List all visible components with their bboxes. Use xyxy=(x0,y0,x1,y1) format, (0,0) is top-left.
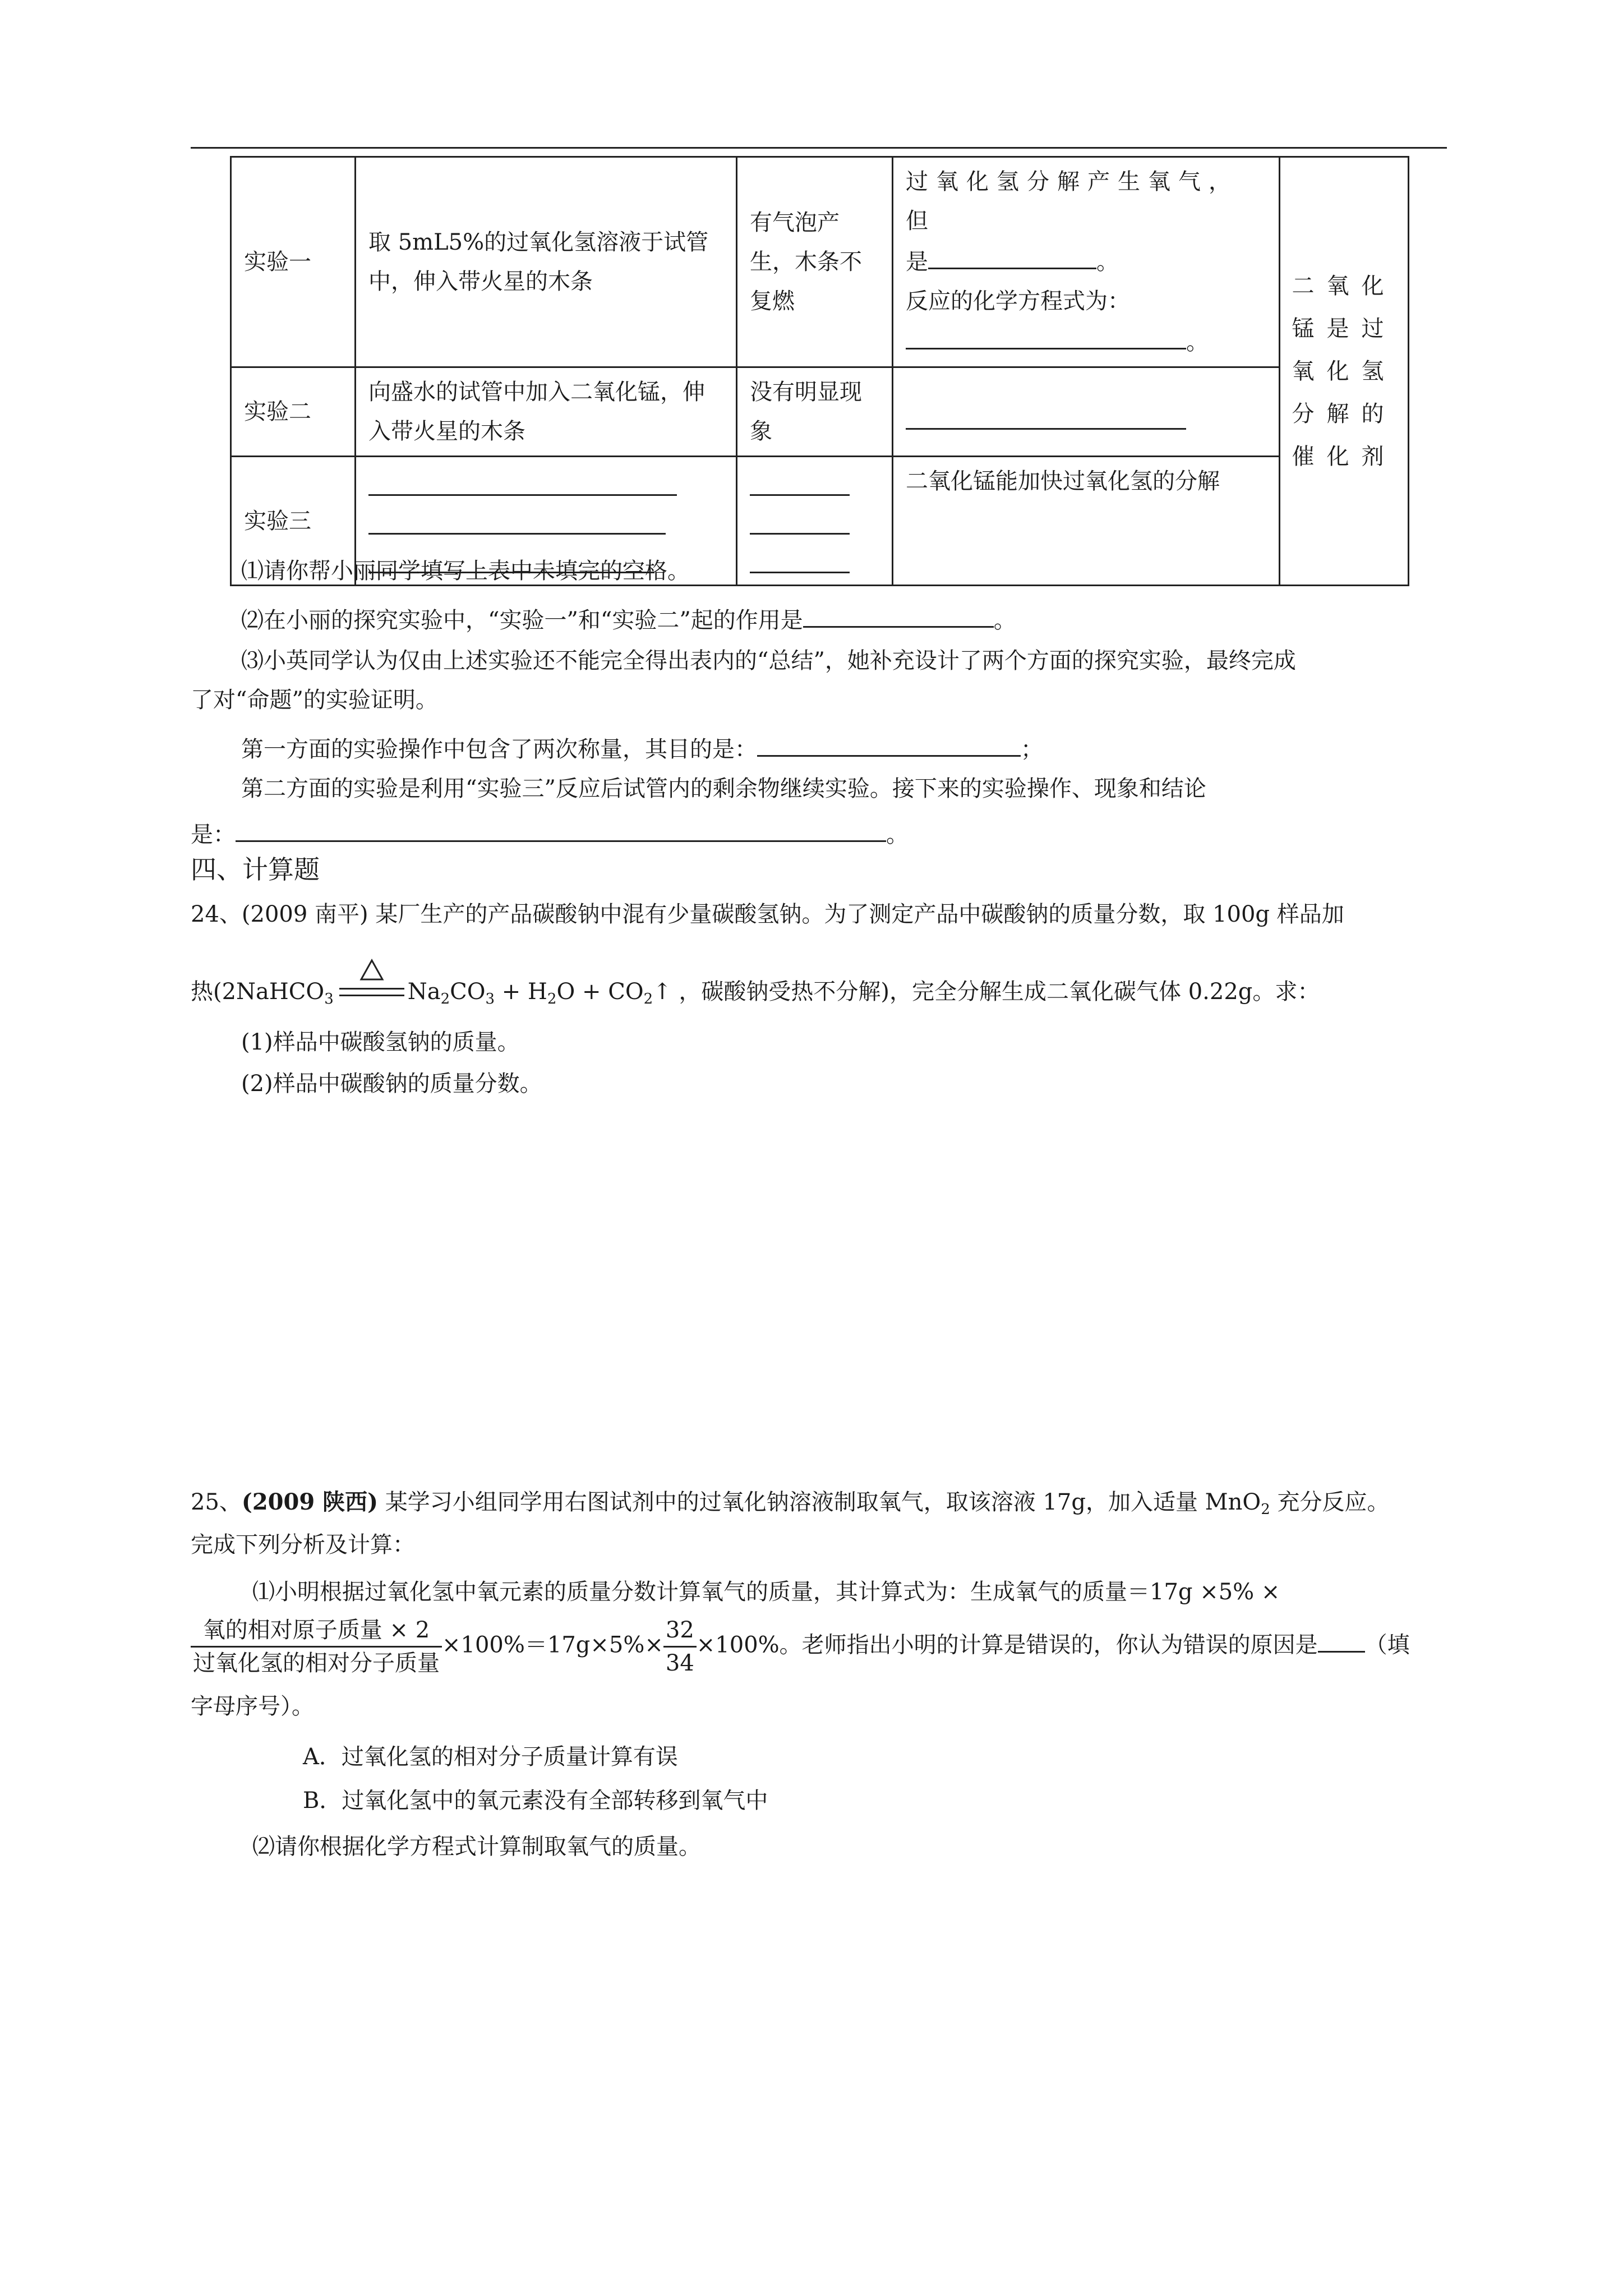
fraction-1-numerator: 氧的相对原子质量 × 2 xyxy=(191,1614,442,1648)
exp1-conclusion-line1: 过氧化氢分解产生氧气，但 xyxy=(906,169,1239,234)
q25-after-blank: （填 xyxy=(1364,1632,1410,1658)
q24-suffix: ↑ ，碳酸钠受热不分解)，完全分解生成二氧化碳气体 0.22g。求： xyxy=(653,979,1320,1005)
exp2-conclusion-blank[interactable] xyxy=(906,395,1186,430)
exp1-period-1: 。 xyxy=(1096,249,1119,275)
q25-option-b: B．过氧化氢中的氧元素没有全部转移到氧气中 xyxy=(303,1788,768,1814)
fraction-2 xyxy=(663,1614,697,1679)
q24-na: Na xyxy=(407,979,441,1005)
exp3-operation-blank-1[interactable] xyxy=(368,462,677,496)
exp3-name: 实验三 xyxy=(231,457,356,586)
q25-mno2-sub: 2 xyxy=(1261,1501,1270,1518)
exp3-conclusion: 二氧化锰能加快过氧化氢的分解 xyxy=(893,457,1280,586)
q3-first-blank[interactable] xyxy=(757,728,1021,757)
exp1-operation: 取 5mL5%的过氧化氢溶液于试管中，伸入带火星的木条 xyxy=(356,157,737,367)
q25-line5: 字母序号）。 xyxy=(191,1694,314,1719)
q24-line2 xyxy=(191,975,1447,1009)
table-row-exp1 xyxy=(231,157,1409,367)
q2-text xyxy=(191,599,1447,637)
q25-line1-end: 充分反应。 xyxy=(1270,1489,1390,1515)
exp1-conclusion-line2 xyxy=(906,241,1266,282)
q2-suffix: 。 xyxy=(993,608,1016,633)
section-title: 四、计算题 xyxy=(191,854,320,885)
q25-line1-rest: 某学习小组同学用右图试剂中的过氧化钠溶液制取氧气，取该溶液 17g，加入适量 MnO xyxy=(378,1489,1261,1515)
fraction-2-denominator: 34 xyxy=(665,1650,694,1676)
q25-line2: 完成下列分析及计算： xyxy=(191,1532,415,1558)
q1-text: ⑴请你帮小丽同学填写上表中未填完的空格。 xyxy=(241,558,690,584)
summary-cell: 二氧化锰是过氧化氢分解的催化剂 xyxy=(1280,157,1409,586)
q3-first xyxy=(191,728,1447,766)
q25-q2: ⑵请你根据化学方程式计算制取氧气的质量。 xyxy=(252,1834,701,1860)
q25-line3: ⑴小明根据过氧化氢中氧元素的质量分数计算氧气的质量，其计算式为：生成氧气的质量＝17g ×5% × xyxy=(252,1579,1280,1605)
exp1-name: 实验一 xyxy=(231,157,356,367)
fraction-1-denominator: 过氧化氢的相对分子质量 xyxy=(193,1650,440,1676)
exp2-name: 实验二 xyxy=(231,367,356,457)
q3-second-line2 xyxy=(191,813,1447,852)
header-rule xyxy=(191,147,1447,149)
q2-blank[interactable] xyxy=(803,599,994,628)
q3-second-suffix: 。 xyxy=(886,822,909,848)
q24-o-co: O + CO xyxy=(556,979,644,1005)
exp1-conclusion xyxy=(893,157,1280,367)
q24-line1: 24、(2009 南平) 某厂生产的产品碳酸钠中混有少量碳酸氢钠。为了测定产品中碳酸钠的质量分数，取 100g 样品加 xyxy=(191,901,1344,927)
sub-3b: 3 xyxy=(485,991,495,1007)
q24-sub1: (1)样品中碳酸氢钠的质量。 xyxy=(241,1029,520,1055)
q3-first-prefix: 第一方面的实验操作中包含了两次称量，其目的是： xyxy=(241,737,757,762)
exp1-phenomenon: 有气泡产生，木条不复燃 xyxy=(737,157,893,367)
q25-source: (2009 陕西) xyxy=(241,1489,379,1515)
q3-line1: ⑶小英同学认为仅由上述实验还不能完全得出表内的“总结”，她补充设计了两个方面的探究实验，最终完成 xyxy=(241,648,1296,674)
q25-option-a: A．过氧化氢的相对分子质量计算有误 xyxy=(303,1744,678,1770)
exp1-equation-blank[interactable] xyxy=(906,321,1186,349)
q3-line2: 了对“命题”的实验证明。 xyxy=(191,687,438,713)
q24-sub2: (2)样品中碳酸钠的质量分数。 xyxy=(241,1071,542,1097)
exp2-conclusion xyxy=(893,367,1280,457)
exp3-phenomenon-blank-1[interactable] xyxy=(750,462,850,496)
sub-2a: 2 xyxy=(440,991,450,1007)
q24-formula-reactant: 热(2NaHCO xyxy=(191,979,325,1005)
q24-h: + H xyxy=(495,979,547,1005)
q25-mid-text: ×100%＝17g×5%× xyxy=(442,1632,663,1658)
exp1-conclusion-blank[interactable] xyxy=(928,241,1096,269)
q25-answer-blank[interactable] xyxy=(1318,1624,1365,1653)
q3-second-line1: 第二方面的实验是利用“实验三”反应后试管内的剩余物继续实验。接下来的实验操作、现象和结论 xyxy=(241,776,1206,802)
exp3-operation-blank-2[interactable] xyxy=(368,500,666,535)
sub-2b: 2 xyxy=(547,991,557,1007)
exp1-conclusion-prefix: 是 xyxy=(906,249,928,275)
exp2-operation: 向盛水的试管中加入二氧化锰，伸入带火星的木条 xyxy=(356,367,737,457)
fraction-1 xyxy=(191,1614,442,1679)
exp1-conclusion-line3: 反应的化学方程式为： xyxy=(906,288,1130,314)
q25-after-frac: ×100%。老师指出小明的计算是错误的，你认为错误的原因是 xyxy=(696,1632,1318,1658)
experiment-table xyxy=(230,156,1409,586)
exp3-phenomenon-blank-2[interactable] xyxy=(750,500,850,535)
exp2-phenomenon: 没有明显现象 xyxy=(737,367,893,457)
heat-condition-icon xyxy=(339,982,404,1005)
q2-prefix: ⑵在小丽的探究实验中，“实验一”和“实验二”起的作用是 xyxy=(241,608,803,633)
fraction-2-numerator: 32 xyxy=(663,1614,697,1648)
sub-2c: 2 xyxy=(643,991,653,1007)
q3-second-blank[interactable] xyxy=(236,813,886,842)
exp1-equation-line xyxy=(906,321,1266,362)
q25-line1 xyxy=(191,1485,1447,1519)
sub-3a: 3 xyxy=(324,991,334,1007)
q25-formula-line xyxy=(191,1614,1447,1679)
q25-number: 25、 xyxy=(191,1489,242,1515)
table-row-exp2 xyxy=(231,367,1409,457)
exp1-period-2: 。 xyxy=(1186,329,1209,355)
q3-first-suffix: ； xyxy=(1021,737,1043,762)
q24-co: CO xyxy=(450,979,486,1005)
q3-second-prefix: 是： xyxy=(191,822,236,848)
